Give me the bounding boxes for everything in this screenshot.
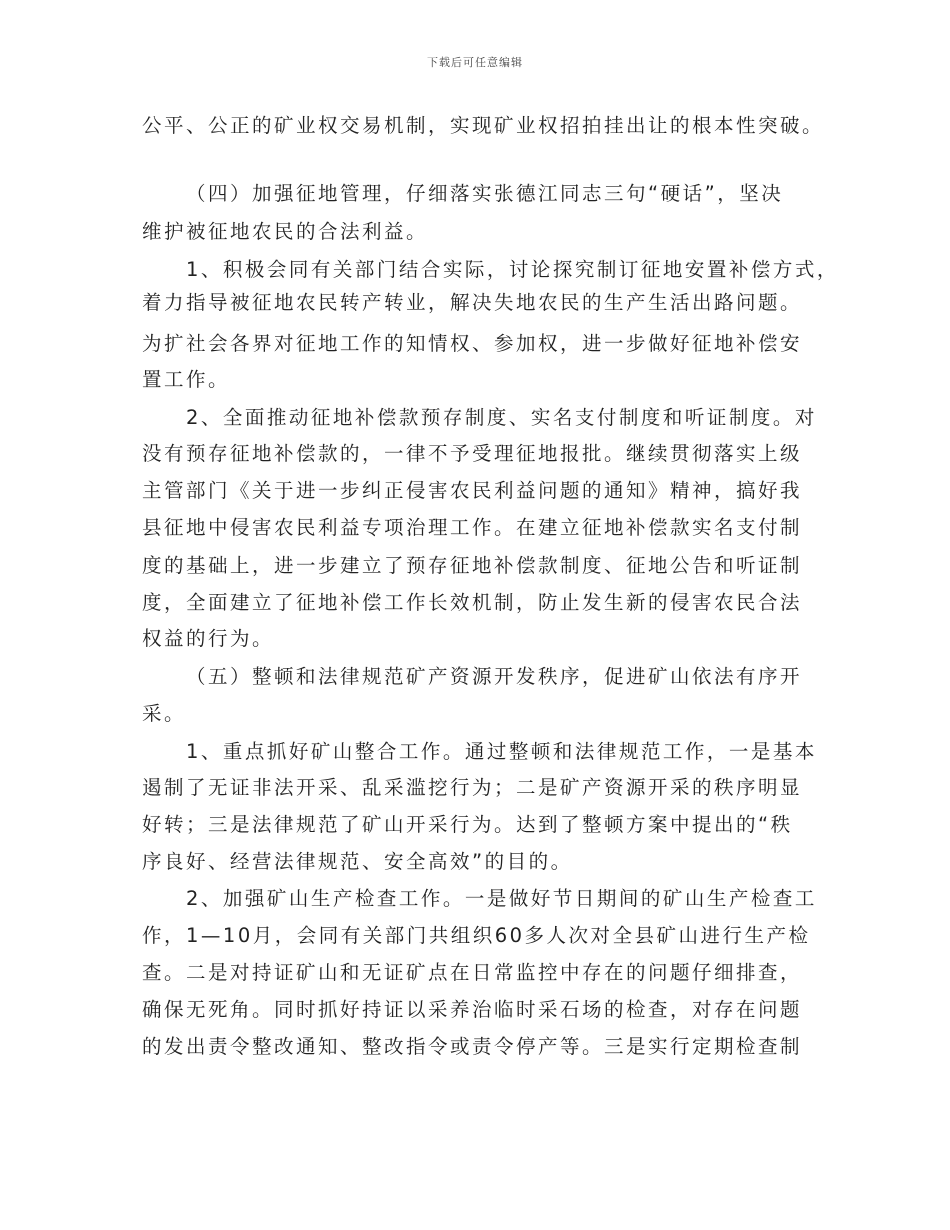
text-line: 权益的行为。 (142, 627, 275, 650)
text-line: 主管部门《关于进一步纠正侵害农民利益问题的通知》精神，搞好我 (142, 479, 803, 502)
text-line: 县征地中侵害农民利益专项治理工作。在建立征地补偿款实名支付制 (142, 516, 803, 539)
text-line: 度，全面建立了征地补偿工作长效机制，防止发生新的侵害农民合法 (142, 591, 803, 614)
text-line: 序良好、经营法律规范、安全高效”的目的。 (142, 850, 573, 873)
text-line: （五）整顿和法律规范矿产资源开发秩序，促进矿山依法有序开 (186, 665, 803, 688)
text-line: 为扩社会各界对征地工作的知情权、参加权，进一步做好征地补偿安 (142, 332, 803, 355)
text-line: 置工作。 (142, 368, 231, 391)
text-line: 作，1—10月，会同有关部门共组织60多人次对全县矿山进行生产检 (142, 924, 811, 947)
text-line: 遏制了无证非法开采、乱采滥挖行为；二是矿产资源开采的秩序明显 (142, 776, 803, 799)
text-line: 1、积极会同有关部门结合实际，讨论探究制订征地安置补偿方式， (186, 258, 839, 281)
page-header: 下载后可任意编辑 (427, 56, 523, 69)
text-line: 好转；三是法律规范了矿山开采行为。达到了整顿方案中提出的“秩 (142, 813, 793, 836)
text-line: 确保无死角。同时抓好持证以采养治临时采石场的检查，对存在问题 (142, 998, 803, 1021)
text-line: 2、加强矿山生产检查工作。一是做好节日期间的矿山生产检查工 (186, 887, 817, 910)
text-line: 度的基础上，进一步建立了预存征地补偿款制度、征地公告和听证制 (142, 554, 803, 577)
text-line: 采。 (142, 702, 187, 725)
text-line: 公平、公正的矿业权交易机制，实现矿业权招拍挂出让的根本性突破。 (142, 114, 825, 137)
text-line: 1、重点抓好矿山整合工作。通过整顿和法律规范工作，一是基本 (186, 740, 817, 763)
text-line: 维护被征地农民的合法利益。 (142, 220, 429, 243)
text-line: 查。二是对持证矿山和无证矿点在日常监控中存在的问题仔细排查， (142, 961, 803, 984)
text-line: 的发出责令整改通知、整改指令或责令停产等。三是实行定期检查制 (142, 1035, 803, 1058)
text-line: 没有预存征地补偿款的，一律不予受理征地报批。继续贯彻落实上级 (142, 442, 803, 465)
text-line: 着力指导被征地农民转产转业，解决失地农民的生产生活出路问题。 (142, 291, 803, 314)
text-line: 2、全面推动征地补偿款预存制度、实名支付制度和听证制度。对 (186, 406, 817, 429)
text-line: （四）加强征地管理，仔细落实张德江同志三句“硬话”，坚决 (186, 182, 784, 205)
